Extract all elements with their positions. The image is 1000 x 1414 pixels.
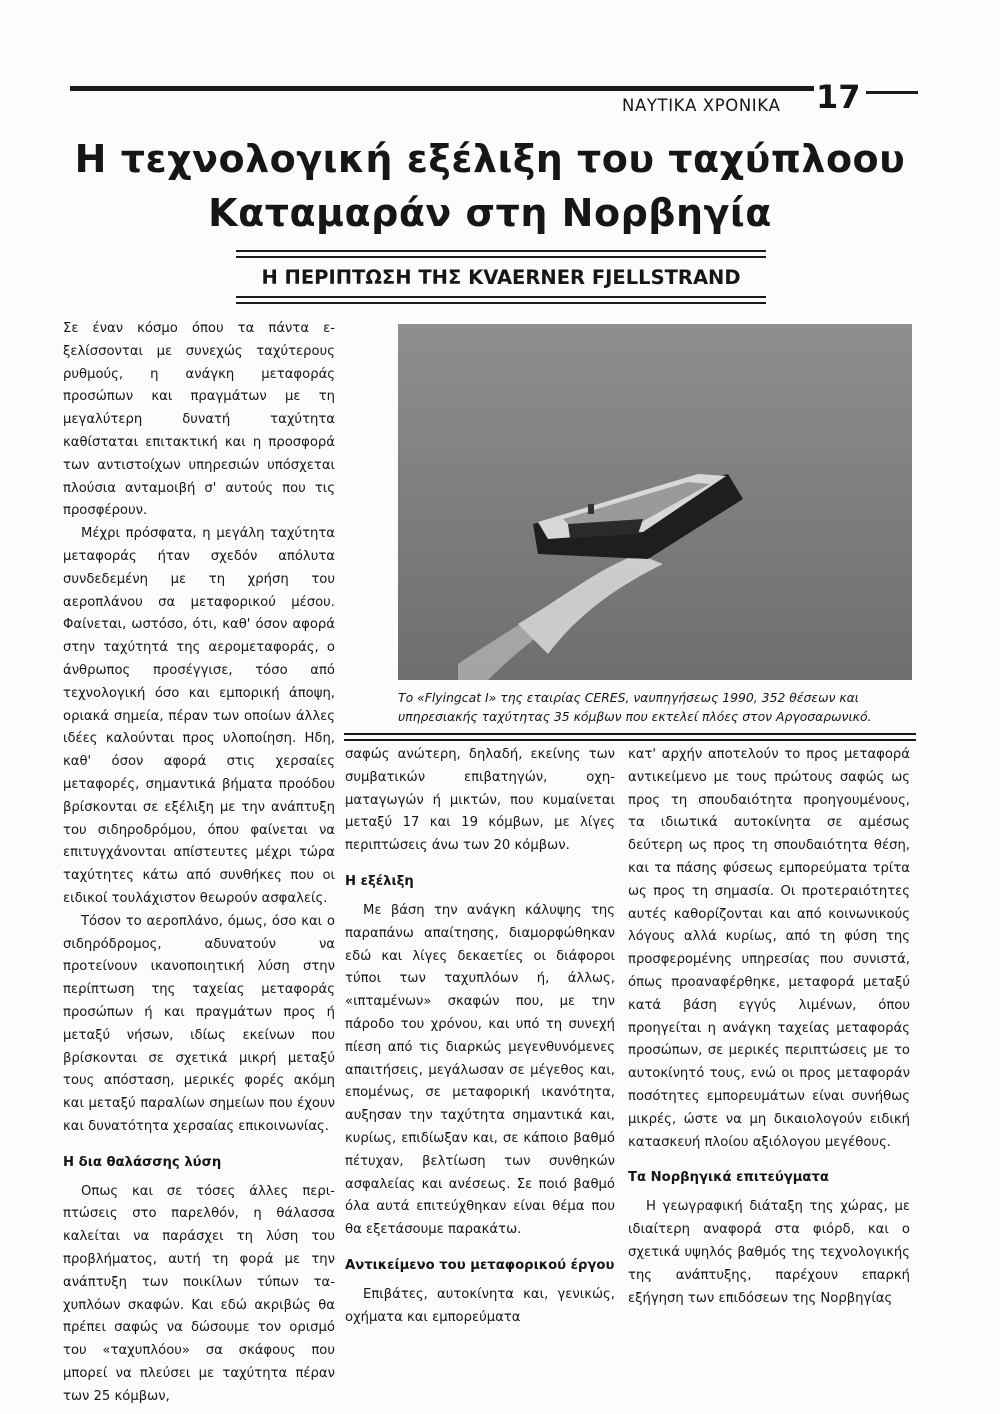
photo-caption: Το «Flyingcat I» της εταιρίας CERES, ναυπηγήσεως 1990, 352 θέσεων και υπηρεσιακής ταχύτητας 35 κόμβων που εκτελεί πλόες στον Αργοσαρωνικό.: [398, 690, 872, 724]
caption-rule-1: [344, 733, 916, 735]
caption-rule-2: [344, 739, 916, 741]
paragraph: κατ' αρχήν αποτελούν το προς μεταφορά αντικείμενο με τους πρώτους σαφώς ως προς τη σπουδαιότητα προηγουμένους, τα ιδιωτικά αυτοκίνητα σε αμέσως δεύτερη ως προς τη σπουδαιότητα θέση, και τα πάσης φύσεως εμπορεύματα τρίτα ως προς τη σημασία. Οι προτεραιότητες αυτές καθορίζονται και από κοινωνικούς λόγους αλλά κυρίως, από τη φύση της προσφερομένης υπηρεσίας που συνιστά, όπως προαναφέρθηκε, μεταφορά μεταξύ κατά βάση εγγύς λιμένων, όπου προηγείται η ανάγκη ταχείας μεταφοράς προσώπων, σε μερικές περιπτώσεις με το αυτοκίνητό τους, ενώ οι προς μεταφοράν ποσότητες εμπορευμάτων είναι συνήθως μικρές, ώστε να μη δικαιολογούν ειδική κατασκευή πλοίου αξιόλογου μεγέθους.: [628, 747, 910, 1150]
paragraph: Η γεωγραφική διάταξη της χώρας, με ιδιαίτερη αναφορά στα φιόρδ, και ο σχετικά υψηλός βαθμός της τεχνολογικής της ανάπτυξης, παρέχουν επαρκή εξήγηση των επιδόσεων της Νορβηγίας: [628, 1199, 910, 1306]
ferry-photo: [398, 324, 912, 680]
header-rule-left: [70, 86, 814, 91]
subtitle-rule-top-1: [236, 250, 766, 252]
paragraph: Οπως και σε τόσες άλλες περιπτώσεις στο παρελθόν, η θάλασσα καλείται να παράσχει τη λύση του προβλήματος, αυτή τη φορά με την ανάπτυξη των ποικίλων τύπων ταχυπλόων σκαφών. Και εδώ ακριβώς θα πρέπει σαφώς να δώσουμε τον ορισμό του «ταχυπλόου» σα σκάφους που μπορεί να πλεύσει με ταχύτητα πέραν των 25 κόμβων,: [63, 1183, 335, 1404]
article-title-line2: Καταμαράν στη Νορβηγία: [208, 191, 772, 235]
section-heading: Η εξέλιξη: [345, 873, 414, 889]
section-heading: Η δια θαλάσσης λύση: [63, 1154, 222, 1170]
subtitle-rule-bottom-1: [236, 296, 766, 298]
paragraph: Σε έναν κόσμο όπου τα πάντα εξελίσσονται με συνεχώς ταχύτερους ρυθμούς, η ανάγκη μεταφοράς προσώπων και πραγμάτων με τη μεγαλύτερη δυνατή ταχύτητα καθίσταται επιτακτική και η προσφορά των αντιστοίχων υπηρεσιών υπόσχεται πλούσια ανταμοιβή σ' αυτούς που τις προσφέρουν.: [63, 321, 335, 519]
column-1: [63, 318, 335, 1409]
subtitle-rule-bottom-2: [236, 302, 766, 304]
ferry-illustration: [398, 324, 912, 680]
article-title-line1: Η τεχνολογική εξέλιξη του ταχύπλοου: [74, 137, 906, 181]
paragraph: Μέχρι πρόσφατα, η μεγάλη ταχύτητα μεταφοράς ήταν σχεδόν απόλυτα συνδεδεμένη με τη χρήση του αεροπλάνου σα μεταφορικού μέσου. Φαίνεται, ωστόσο, ότι, καθ' όσον αφορά στην ταχύτητά της αερομεταφοράς, ο άνθρωπος προσέγγισε, τόσο από τεχνολογική όσο και εμπορική άποψη, οριακά σημεία, πέραν των οποίων άλλες ιδέες καλούνται προς υλοποίηση. Ηδη, καθ' όσον αφορά στις χερσαίες μεταφορές, σημαντικά βήματα προόδου βρίσκονται σε εξέλιξη με την ανάπτυξη του σιδηροδρόμου, όπου φαίνεται να επιτυγχάνονται απίστευτες μέχρι τώρα ταχύτητες κάτω από συνθήκες που οι ειδικοί τουλάχιστον θεωρούν ασφαλείς.: [63, 526, 335, 906]
section-heading: Τα Νορβηγικά επιτεύγματα: [628, 1170, 829, 1186]
subtitle-rule-top-2: [236, 256, 766, 258]
paragraph: Τόσον το αεροπλάνο, όμως, όσο και ο σιδηρόδρομος, αδυνατούν να προτείνουν ικανοποιητική λύση στην περίπτωση της ταχείας μεταφοράς προσώπων ή και πραγμάτων προς ή μεταξύ νήσων, ιδίως εκείνων που βρίσκονται σε σχετικά μικρή μεταξύ τους απόσταση, μερικές φορές ακόμη και μεταξύ παραλίων σημείων που έχουν και δυνατότητα χερσαίας επικοινωνίας.: [63, 913, 335, 1134]
paragraph: Με βάση την ανάγκη κάλυψης της παραπάνω απαίτησης, διαμορφώθηκαν εδώ και λίγες δεκαετίες οι διάφοροι τύποι των ταχυπλόων ή, άλλως, «ιπταμένων» σκαφών που, με την πάροδο του χρόνου, και υπό τη συνεχή πίεση από τις διαρκώς μεγενθυνόμενες απαιτήσεις, μεγάλωσαν σε μέγεθος και, επομένως, σε μεταφορική ικανότητα, αυξησαν την ταχύτητα σημαντικά και, κυρίως, επιδίωξαν και, σε κάποιο βαθμό πέτυχαν, βελτίωση των συνθηκών ασφαλείας και ανέσεως. Σε ποιό βαθμό όλα αυτά επιτεύχθηκαν είναι θέμα που θα εξετάσουμε παρακάτω.: [345, 902, 615, 1238]
article-subtitle: Η ΠΕΡΙΠΤΩΣΗ ΤΗΣ KVAERNER FJELLSTRAND: [261, 266, 741, 289]
paragraph: Επιβάτες, αυτοκίνητα και, γενικώς, οχήματα και εμπορεύματα: [345, 1286, 615, 1325]
publication-name: ΝΑΥΤΙΚΑ ΧΡΟΝΙΚΑ: [622, 96, 781, 115]
header-rule-right: [866, 91, 918, 94]
article-title: [60, 132, 920, 240]
column-3: [628, 744, 910, 1310]
column-2: [345, 744, 615, 1330]
ferry-mast: [588, 504, 594, 514]
page-number: 17: [816, 78, 861, 116]
section-heading: Αντικείμενο του μεταφορικού έργου: [345, 1257, 615, 1273]
paragraph: σαφώς ανώτερη, δηλαδή, εκείνης των συμβατικών επιβατηγών, οχηματαγωγών ή μικτών, που κυμαίνεται μεταξύ 17 και 19 κόμβων, με λίγες περιπτώσεις άνω των 20 κόμβων.: [345, 747, 615, 854]
